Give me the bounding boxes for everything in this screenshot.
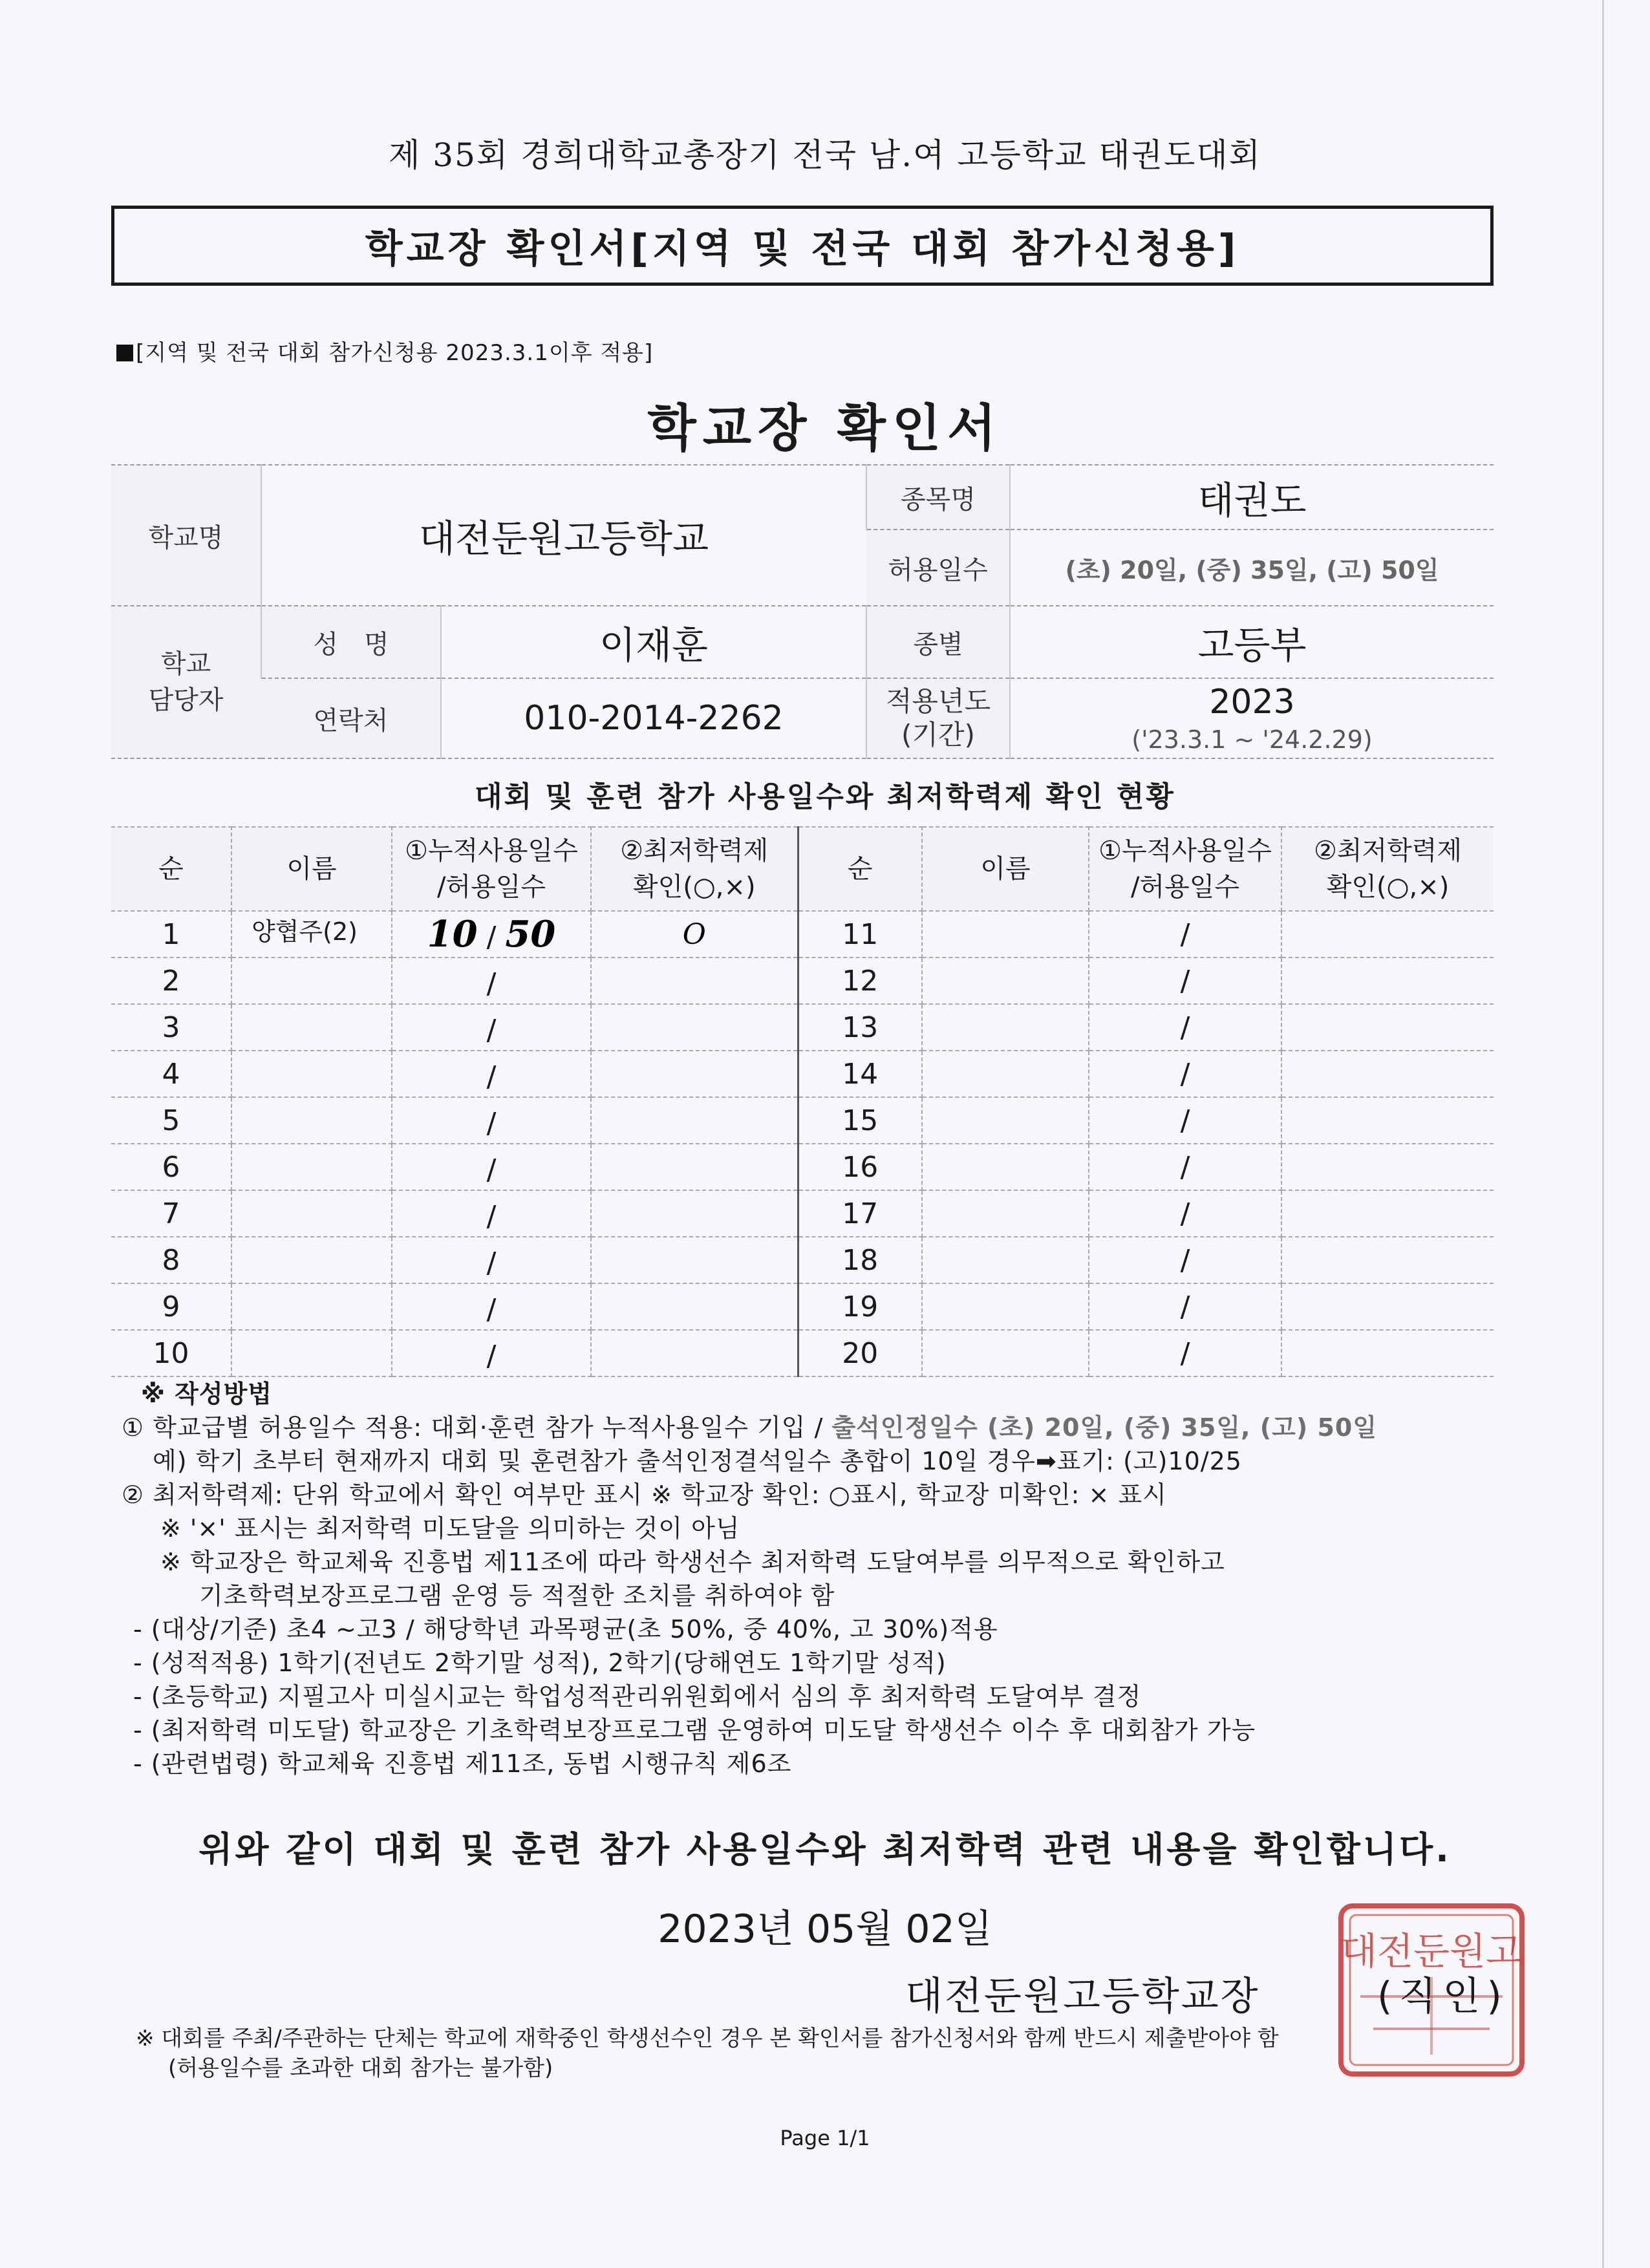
days-slash: / bbox=[486, 921, 497, 954]
academic-check bbox=[591, 1283, 798, 1330]
row-number: 10 bbox=[111, 1330, 231, 1376]
event-label: 종목명 bbox=[866, 465, 1010, 530]
academic-check bbox=[1281, 1330, 1494, 1376]
days-cell: / bbox=[1089, 1237, 1281, 1283]
footnote bbox=[136, 2024, 1519, 2083]
instruction-line: - (최저학력 미도달) 학교장은 기초학력보장프로그램 운영하여 미도달 학생선수 이수 후 대회참가 가능 bbox=[133, 1716, 1256, 1744]
days-cell: / bbox=[1089, 957, 1281, 1004]
days-cell: / bbox=[1089, 1144, 1281, 1190]
athlete-name bbox=[922, 1330, 1089, 1376]
days-slash: / bbox=[486, 967, 497, 1000]
col-header-academic-right: ②최저학력제 확인(○,×) bbox=[1281, 827, 1494, 911]
athlete-name bbox=[231, 1051, 392, 1097]
days-cell bbox=[392, 1237, 591, 1283]
participation-table bbox=[111, 826, 1494, 1377]
allowed-days-label: 허용일수 bbox=[866, 530, 1010, 606]
days-cell bbox=[392, 1283, 591, 1330]
athlete-name: 양협주(2) bbox=[231, 911, 392, 957]
manager-name-value: 이재훈 bbox=[441, 606, 866, 678]
athlete-name bbox=[922, 1190, 1089, 1237]
academic-check bbox=[591, 1004, 798, 1051]
status-section-title: 대회 및 훈련 참가 사용일수와 최저학력제 확인 현황 bbox=[475, 780, 1175, 813]
instruction-line: - (관련법령) 학교체육 진흥법 제11조, 동법 시행규칙 제6조 bbox=[133, 1749, 792, 1778]
used-days: 10 bbox=[427, 913, 478, 956]
days-cell bbox=[392, 1051, 591, 1097]
col-header-academic: ②최저학력제 확인(○,×) bbox=[591, 827, 798, 911]
principal-title: 대전둔원고등학교장 bbox=[905, 1974, 1260, 2019]
days-cell bbox=[392, 1144, 591, 1190]
academic-check bbox=[1281, 1144, 1494, 1190]
academic-check bbox=[591, 1190, 798, 1237]
days-cell: / bbox=[1089, 1004, 1281, 1051]
academic-check bbox=[1281, 1097, 1494, 1144]
days-slash: / bbox=[486, 1340, 497, 1373]
col-header-days: ①누적사용일수 /허용일수 bbox=[392, 827, 591, 911]
table-row bbox=[111, 1237, 1494, 1283]
academic-check bbox=[591, 1097, 798, 1144]
row-number: 17 bbox=[798, 1190, 922, 1237]
contact-label: 연락처 bbox=[261, 678, 441, 758]
athlete-name bbox=[231, 957, 392, 1004]
academic-check bbox=[1281, 911, 1494, 957]
academic-check bbox=[1281, 1190, 1494, 1237]
athlete-name bbox=[922, 1051, 1089, 1097]
row-number: 19 bbox=[798, 1283, 922, 1330]
row-number: 12 bbox=[798, 957, 922, 1004]
days-cell bbox=[392, 1330, 591, 1376]
academic-check bbox=[1281, 1004, 1494, 1051]
athlete-name bbox=[231, 1283, 392, 1330]
instructions-heading: ※ 작성방법 bbox=[141, 1380, 273, 1408]
row-number: 4 bbox=[111, 1051, 231, 1097]
col-header-no: 순 bbox=[111, 827, 231, 911]
table-row bbox=[111, 1190, 1494, 1237]
athlete-name bbox=[231, 1097, 392, 1144]
academic-check bbox=[1281, 1237, 1494, 1283]
applicable-period: ('23.3.1 ~ '24.2.29) bbox=[1131, 725, 1373, 754]
athlete-name bbox=[231, 1144, 392, 1190]
writing-instructions bbox=[122, 1377, 1512, 1781]
days-slash: / bbox=[486, 1293, 497, 1326]
table-row bbox=[111, 1097, 1494, 1144]
application-note-text: [지역 및 전국 대회 참가신청용 2023.3.1이후 적용] bbox=[136, 340, 654, 366]
col-header-name: 이름 bbox=[231, 827, 392, 911]
event-value: 태권도 bbox=[1010, 465, 1494, 530]
seal-mark: (직인) bbox=[1377, 1974, 1508, 2019]
instruction-line: ② 최저학력제: 단위 학교에서 확인 여부만 표시 ※ 학교장 확인: ○표시, 학교장 미확인: × 표시 bbox=[122, 1481, 1167, 1509]
division-value: 고등부 bbox=[1010, 606, 1494, 678]
row-number: 20 bbox=[798, 1330, 922, 1376]
academic-check bbox=[591, 1330, 798, 1376]
col-header-name-right: 이름 bbox=[922, 827, 1089, 911]
row-number: 11 bbox=[798, 911, 922, 957]
athlete-name bbox=[231, 1237, 392, 1283]
days-cell: / bbox=[1089, 1097, 1281, 1144]
applicable-year-cell bbox=[1010, 678, 1494, 758]
days-cell bbox=[392, 1097, 591, 1144]
days-slash: / bbox=[486, 1200, 497, 1233]
athlete-name bbox=[922, 1144, 1089, 1190]
manager-name-label: 성 명 bbox=[261, 606, 441, 678]
days-cell bbox=[392, 1190, 591, 1237]
allowed-days: 50 bbox=[505, 913, 556, 956]
col-header-days-right: ①누적사용일수 /허용일수 bbox=[1089, 827, 1281, 911]
row-number: 3 bbox=[111, 1004, 231, 1051]
row-number: 7 bbox=[111, 1190, 231, 1237]
school-name-label: 학교명 bbox=[111, 465, 261, 606]
academic-check bbox=[591, 1144, 798, 1190]
school-manager-label: 학교 담당자 bbox=[111, 606, 261, 758]
page-number: Page 1/1 bbox=[780, 2126, 870, 2150]
days-slash: / bbox=[486, 1014, 497, 1047]
allowed-days-value: (초) 20일, (중) 35일, (고) 50일 bbox=[1010, 530, 1494, 606]
footnote-line: (허용일수를 초과한 대회 참가는 불가함) bbox=[168, 2055, 553, 2081]
row-number: 9 bbox=[111, 1283, 231, 1330]
footnote-line: ※ 대회를 주최/주관하는 단체는 학교에 재학중인 학생선수인 경우 본 확인서를 참가신청서와 함께 반드시 제출받아야 함 bbox=[136, 2026, 1279, 2051]
application-note bbox=[116, 335, 653, 367]
days-slash: / bbox=[486, 1153, 497, 1186]
instruction-line: - (초등학교) 지필고사 미실시교는 학업성적관리위원회에서 심의 후 최저학력 도달여부 결정 bbox=[133, 1682, 1142, 1711]
row-number: 1 bbox=[111, 911, 231, 957]
instruction-line: ※ 학교장은 학교체육 진흥법 제11조에 따라 학생선수 최저학력 도달여부를 의무적으로 확인하고 bbox=[160, 1548, 1225, 1576]
applicable-year-value: 2023 bbox=[1209, 683, 1295, 722]
instruction-line: - (성적적용) 1학기(전년도 2학기말 성적), 2학기(당해연도 1학기말 성적) bbox=[133, 1649, 947, 1677]
days-cell: / bbox=[1089, 1051, 1281, 1097]
athlete-name bbox=[922, 911, 1089, 957]
row-number: 13 bbox=[798, 1004, 922, 1051]
stamp-text: 대전둔원고 bbox=[1340, 1929, 1523, 1973]
instruction-line: 예) 학기 초부터 현재까지 대회 및 훈련참가 출석인정결석일수 총합이 10일 경우➡표기: (고)10/25 bbox=[153, 1447, 1242, 1475]
days-slash: / bbox=[486, 1107, 497, 1140]
form-title: 학교장 확인서 bbox=[647, 400, 1003, 458]
arrow-right-icon: ➡ bbox=[1035, 1447, 1057, 1475]
athlete-name bbox=[231, 1190, 392, 1237]
days-slash: / bbox=[486, 1060, 497, 1093]
row-number: 2 bbox=[111, 957, 231, 1004]
square-bullet-icon bbox=[116, 345, 133, 361]
athlete-name bbox=[922, 957, 1089, 1004]
academic-check bbox=[1281, 1051, 1494, 1097]
instruction-line: - (대상/기준) 초4 ~고3 / 해당학년 과목평균(초 50%, 중 40%, 고 30%)적용 bbox=[133, 1615, 998, 1643]
days-cell: / bbox=[1089, 1190, 1281, 1237]
days-cell: / bbox=[1089, 1283, 1281, 1330]
school-info-table bbox=[111, 464, 1494, 759]
table-row bbox=[111, 1330, 1494, 1376]
athlete-name bbox=[922, 1097, 1089, 1144]
instruction-line: 기초학력보장프로그램 운영 등 적절한 조치를 취하여야 함 bbox=[199, 1581, 835, 1610]
row-number: 18 bbox=[798, 1237, 922, 1283]
athlete-name bbox=[922, 1237, 1089, 1283]
days-cell: / bbox=[1089, 911, 1281, 957]
academic-check bbox=[1281, 1283, 1494, 1330]
contact-value: 010-2014-2262 bbox=[441, 678, 866, 758]
days-cell bbox=[392, 911, 591, 957]
academic-check bbox=[1281, 957, 1494, 1004]
event-title: 제 35회 경희대학교총장기 전국 남.여 고등학교 태권도대회 bbox=[389, 136, 1261, 174]
row-number: 15 bbox=[798, 1097, 922, 1144]
athlete-name bbox=[922, 1004, 1089, 1051]
table-row bbox=[111, 1283, 1494, 1330]
division-label: 종별 bbox=[866, 606, 1010, 678]
academic-check bbox=[591, 1237, 798, 1283]
academic-check bbox=[591, 1051, 798, 1097]
academic-check: O bbox=[591, 911, 798, 957]
table-row bbox=[111, 957, 1494, 1004]
row-number: 6 bbox=[111, 1144, 231, 1190]
days-cell bbox=[392, 957, 591, 1004]
instruction-line: ① 학교급별 허용일수 적용: 대회·훈련 참가 누적사용일수 기입 / 출석인정일수 (초) 20일, (중) 35일, (고) 50일 bbox=[122, 1413, 1378, 1442]
athlete-name bbox=[922, 1283, 1089, 1330]
days-slash: / bbox=[486, 1246, 497, 1279]
row-number: 5 bbox=[111, 1097, 231, 1144]
days-cell: / bbox=[1089, 1330, 1281, 1376]
days-cell bbox=[392, 1004, 591, 1051]
table-row bbox=[111, 1144, 1494, 1190]
row-number: 14 bbox=[798, 1051, 922, 1097]
table-row bbox=[111, 1004, 1494, 1051]
academic-check bbox=[591, 957, 798, 1004]
col-header-no-right: 순 bbox=[798, 827, 922, 911]
row-number: 8 bbox=[111, 1237, 231, 1283]
table-row bbox=[111, 1051, 1494, 1097]
confirmation-statement: 위와 같이 대회 및 훈련 참가 사용일수와 최저학력 관련 내용을 확인합니다. bbox=[198, 1829, 1452, 1870]
instruction-line: ※ '×' 표시는 최저학력 미도달을 의미하는 것이 아님 bbox=[160, 1514, 740, 1543]
row-number: 16 bbox=[798, 1144, 922, 1190]
applicable-year-label: 적용년도 (기간) bbox=[866, 678, 1010, 758]
athlete-name bbox=[231, 1330, 392, 1376]
issue-date: 2023년 05월 02일 bbox=[658, 1907, 992, 1952]
school-name-value: 대전둔원고등학교 bbox=[261, 465, 866, 606]
athlete-name bbox=[231, 1004, 392, 1051]
document-title-box: 학교장 확인서[지역 및 전국 대회 참가신청용] bbox=[111, 206, 1494, 286]
table-row bbox=[111, 911, 1494, 957]
